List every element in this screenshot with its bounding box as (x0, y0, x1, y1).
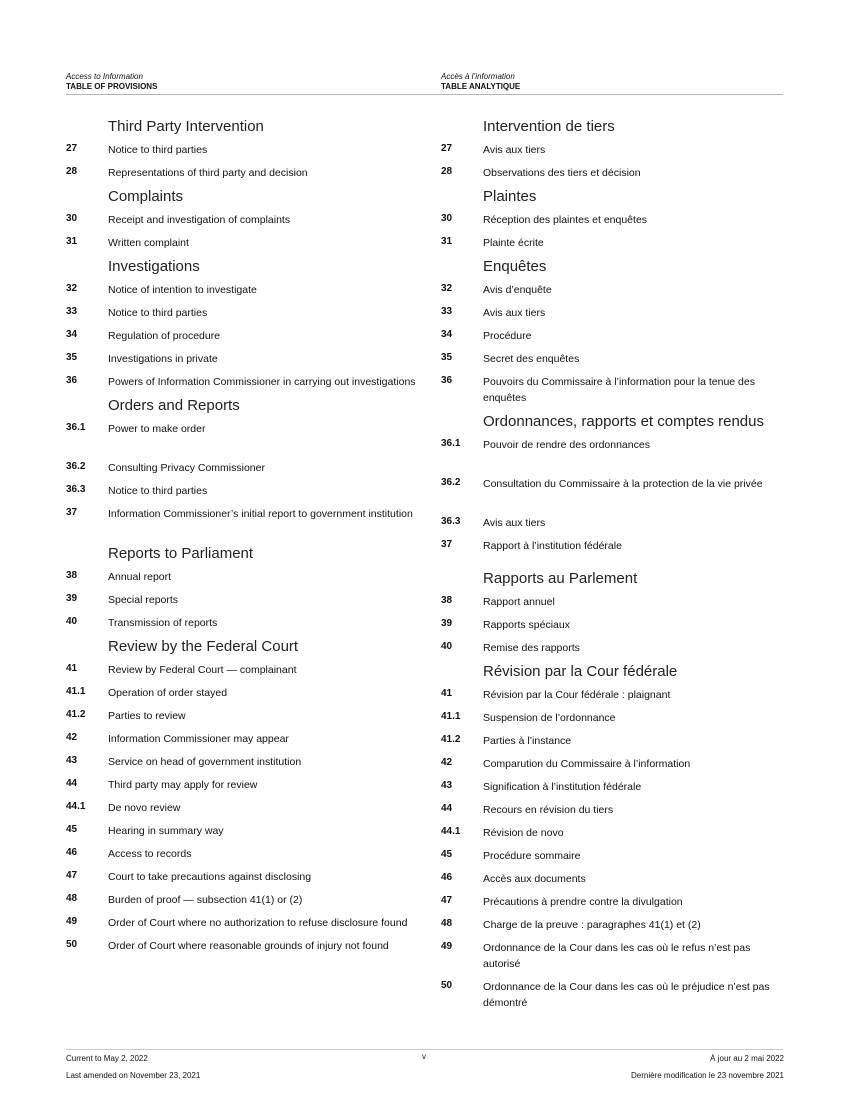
provision-row (441, 374, 786, 406)
provision-title: Order of Court where no authorization to refuse disclosure found (108, 917, 408, 929)
provision-title: Review by Federal Court — complainant (108, 664, 297, 676)
provision-row (441, 640, 786, 656)
provision-row (66, 662, 416, 678)
provision-row (66, 938, 416, 954)
provision-number: 47 (66, 870, 78, 881)
provision-row (66, 165, 416, 181)
provision-number: 38 (441, 595, 453, 606)
provision-number: 48 (66, 893, 78, 904)
footer-left-amended: Last amended on November 23, 2021 (66, 1071, 201, 1080)
provision-title: Avis aux tiers (483, 307, 546, 319)
provision-number: 36.1 (441, 438, 461, 449)
provision-row (441, 779, 786, 795)
provision-title: Information Commissioner may appear (108, 733, 289, 745)
provision-number: 36.1 (66, 422, 86, 433)
provision-number: 42 (441, 757, 453, 768)
provision-row (66, 483, 416, 499)
provision-title: Ordonnance de la Cour dans les cas où le préjudice n’est pas démontré (483, 981, 770, 1009)
provision-title: Notice of intention to investigate (108, 284, 257, 296)
provision-row (66, 212, 416, 228)
provision-row (441, 940, 786, 972)
provision-title: Third party may apply for review (108, 779, 258, 791)
provision-title: Consultation du Commissaire à la protection de la vie privée (483, 478, 763, 490)
provision-row (66, 374, 416, 390)
provision-title: Notice to third parties (108, 485, 208, 497)
provision-row (66, 421, 416, 437)
provision-row (66, 915, 416, 931)
provision-title: Remise des rapports (483, 642, 580, 654)
section-heading: Complaints (108, 188, 184, 205)
provision-title: Rapport à l’institution fédérale (483, 540, 622, 552)
section-heading: Review by the Federal Court (108, 638, 299, 655)
provision-number: 36.2 (441, 477, 461, 488)
provision-number: 30 (441, 213, 453, 224)
provision-title: Hearing in summary way (108, 825, 224, 837)
provision-number: 40 (66, 616, 78, 627)
provision-row (66, 615, 416, 631)
provision-number: 32 (441, 283, 453, 294)
provision-number: 41.1 (441, 711, 461, 722)
provision-row (441, 710, 786, 726)
provision-row (441, 756, 786, 772)
provision-number: 36.3 (66, 484, 86, 495)
provision-row (66, 731, 416, 747)
provision-number: 44 (66, 778, 78, 789)
provision-number: 31 (66, 236, 78, 247)
provision-number: 42 (66, 732, 78, 743)
provision-title: Pouvoirs du Commissaire à l’information pour la tenue des enquêtes (483, 376, 755, 404)
page-number: v (422, 1052, 426, 1061)
provision-title: Powers of Information Commissioner in carrying out investigations (108, 376, 416, 388)
header-left-title: Access to Information (66, 72, 143, 81)
provision-row (66, 351, 416, 367)
provision-title: Court to take precautions against disclosing (108, 871, 312, 883)
header-left-subtitle: TABLE OF PROVISIONS (66, 82, 158, 91)
provision-title: Special reports (108, 594, 179, 606)
provision-number: 36 (441, 375, 453, 386)
provision-row (441, 538, 786, 554)
provision-row (441, 594, 786, 610)
provision-number: 34 (66, 329, 78, 340)
section-heading: Rapports au Parlement (483, 570, 638, 587)
footer-divider (66, 1049, 783, 1050)
provision-row (66, 800, 416, 816)
provision-row (441, 282, 786, 298)
provision-title: Avis aux tiers (483, 517, 546, 529)
provision-row (441, 894, 786, 910)
section-heading: Investigations (108, 258, 200, 275)
french-provisions-column (441, 118, 786, 1018)
provision-row (441, 687, 786, 703)
provision-number: 28 (66, 166, 78, 177)
provision-number: 41.1 (66, 686, 86, 697)
provision-row (441, 165, 786, 181)
provision-row (66, 569, 416, 585)
section-heading: Orders and Reports (108, 397, 240, 414)
provision-title: Révision de novo (483, 827, 564, 839)
provision-row (66, 754, 416, 770)
provision-row (66, 506, 416, 522)
provision-title: Procédure (483, 330, 532, 342)
provision-title: Transmission of reports (108, 617, 218, 629)
provision-number: 46 (441, 872, 453, 883)
provision-title: Accès aux documents (483, 873, 586, 885)
provision-number: 37 (66, 507, 78, 518)
provision-row (441, 917, 786, 933)
provision-number: 35 (66, 352, 78, 363)
provision-number: 41.2 (441, 734, 461, 745)
provision-number: 31 (441, 236, 453, 247)
provision-number: 27 (66, 143, 78, 154)
provision-row (441, 476, 786, 492)
provision-number: 43 (66, 755, 78, 766)
provision-row (441, 871, 786, 887)
section-heading: Reports to Parliament (108, 545, 254, 562)
provision-number: 39 (66, 593, 78, 604)
provision-row (441, 212, 786, 228)
provision-number: 33 (66, 306, 78, 317)
provision-row (441, 825, 786, 841)
provision-number: 49 (66, 916, 78, 927)
provision-number: 33 (441, 306, 453, 317)
section-heading: Intervention de tiers (483, 118, 615, 135)
header-right-title: Accès à l’information (441, 72, 515, 81)
provision-title: Regulation of procedure (108, 330, 221, 342)
provision-title: Representations of third party and decision (108, 167, 308, 179)
section-heading: Third Party Intervention (108, 118, 264, 135)
provision-number: 41 (66, 663, 78, 674)
footer-right-amended: Dernière modification le 23 novembre 2021 (631, 1071, 784, 1080)
provision-number: 36.3 (441, 516, 461, 527)
header-right (441, 72, 520, 92)
provision-row (441, 142, 786, 158)
provision-row (66, 142, 416, 158)
provision-row (66, 892, 416, 908)
provision-row (441, 351, 786, 367)
provision-number: 45 (441, 849, 453, 860)
provision-title: Receipt and investigation of complaints (108, 214, 291, 226)
provision-title: Investigations in private (108, 353, 218, 365)
provision-title: Ordonnance de la Cour dans les cas où le refus n’est pas autorisé (483, 942, 751, 970)
provision-row (66, 708, 416, 724)
provision-row (441, 515, 786, 531)
provision-number: 48 (441, 918, 453, 929)
provision-row (441, 802, 786, 818)
provision-number: 38 (66, 570, 78, 581)
provision-title: Annual report (108, 571, 172, 583)
header-left (66, 72, 157, 92)
provision-title: Order of Court where reasonable grounds of injury not found (108, 940, 389, 952)
provision-number: 27 (441, 143, 453, 154)
provision-row (441, 733, 786, 749)
provision-number: 32 (66, 283, 78, 294)
provision-title: Secret des enquêtes (483, 353, 580, 365)
provision-title: Plainte écrite (483, 237, 544, 249)
provision-number: 49 (441, 941, 453, 952)
english-provisions-column (66, 118, 416, 961)
provision-row (441, 617, 786, 633)
header-right-subtitle: TABLE ANALYTIQUE (441, 82, 521, 91)
provision-title: Rapport annuel (483, 596, 555, 608)
provision-title: Précautions à prendre contre la divulgation (483, 896, 683, 908)
provision-row (441, 848, 786, 864)
provision-row (441, 235, 786, 251)
provision-number: 28 (441, 166, 453, 177)
provision-row (66, 846, 416, 862)
provision-number: 45 (66, 824, 78, 835)
provision-title: Comparution du Commissaire à l’information (483, 758, 691, 770)
provision-title: Service on head of government institution (108, 756, 302, 768)
provision-title: Révision par la Cour fédérale : plaignant (483, 689, 671, 701)
provision-title: Operation of order stayed (108, 687, 228, 699)
section-heading: Révision par la Cour fédérale (483, 663, 678, 680)
provision-row (66, 328, 416, 344)
provision-number: 41 (441, 688, 453, 699)
section-heading: Plaintes (483, 188, 537, 205)
provision-row (66, 282, 416, 298)
provision-row (66, 869, 416, 885)
section-heading: Ordonnances, rapports et comptes rendus (483, 413, 764, 430)
provision-number: 44.1 (66, 801, 86, 812)
provision-number: 30 (66, 213, 78, 224)
provision-number: 35 (441, 352, 453, 363)
provision-row (66, 235, 416, 251)
provision-title: Recours en révision du tiers (483, 804, 614, 816)
footer-left-current: Current to May 2, 2022 (66, 1054, 148, 1063)
provision-row (441, 437, 786, 453)
provision-row (441, 979, 786, 1011)
header-divider (66, 94, 783, 95)
provision-number: 47 (441, 895, 453, 906)
provision-number: 43 (441, 780, 453, 791)
provision-title: Consulting Privacy Commissioner (108, 462, 265, 474)
provision-title: Access to records (108, 848, 192, 860)
provision-title: Pouvoir de rendre des ordonnances (483, 439, 650, 451)
provision-title: Information Commissioner’s initial report to government institution (108, 508, 413, 520)
provision-title: Charge de la preuve : paragraphes 41(1) et (2) (483, 919, 701, 931)
section-heading: Enquêtes (483, 258, 547, 275)
provision-row (66, 777, 416, 793)
provision-row (66, 305, 416, 321)
provision-number: 37 (441, 539, 453, 550)
provision-row (66, 685, 416, 701)
provision-number: 50 (441, 980, 453, 991)
provision-title: Written complaint (108, 237, 189, 249)
provision-row (441, 328, 786, 344)
provision-number: 44 (441, 803, 453, 814)
provision-number: 36 (66, 375, 78, 386)
provision-number: 34 (441, 329, 453, 340)
provision-number: 50 (66, 939, 78, 950)
provision-title: Rapports spéciaux (483, 619, 570, 631)
provision-number: 41.2 (66, 709, 86, 720)
provision-row (441, 305, 786, 321)
provision-number: 46 (66, 847, 78, 858)
provision-title: Avis aux tiers (483, 144, 546, 156)
provision-title: Observations des tiers et décision (483, 167, 641, 179)
provision-title: Notice to third parties (108, 144, 208, 156)
provision-title: Avis d’enquête (483, 284, 552, 296)
provision-title: Parties to review (108, 710, 186, 722)
provision-number: 44.1 (441, 826, 461, 837)
provision-title: Réception des plaintes et enquêtes (483, 214, 648, 226)
provision-title: Signification à l’institution fédérale (483, 781, 642, 793)
footer-right-current: À jour au 2 mai 2022 (710, 1054, 784, 1063)
provision-number: 40 (441, 641, 453, 652)
provision-number: 39 (441, 618, 453, 629)
provision-title: Procédure sommaire (483, 850, 581, 862)
provision-title: De novo review (108, 802, 181, 814)
provision-row (66, 823, 416, 839)
provision-title: Suspension de l’ordonnance (483, 712, 616, 724)
provision-title: Power to make order (108, 423, 206, 435)
provision-row (66, 592, 416, 608)
provision-title: Notice to third parties (108, 307, 208, 319)
provision-title: Parties à l’instance (483, 735, 572, 747)
provision-number: 36.2 (66, 461, 86, 472)
provision-title: Burden of proof — subsection 41(1) or (2) (108, 894, 303, 906)
provision-row (66, 460, 416, 476)
